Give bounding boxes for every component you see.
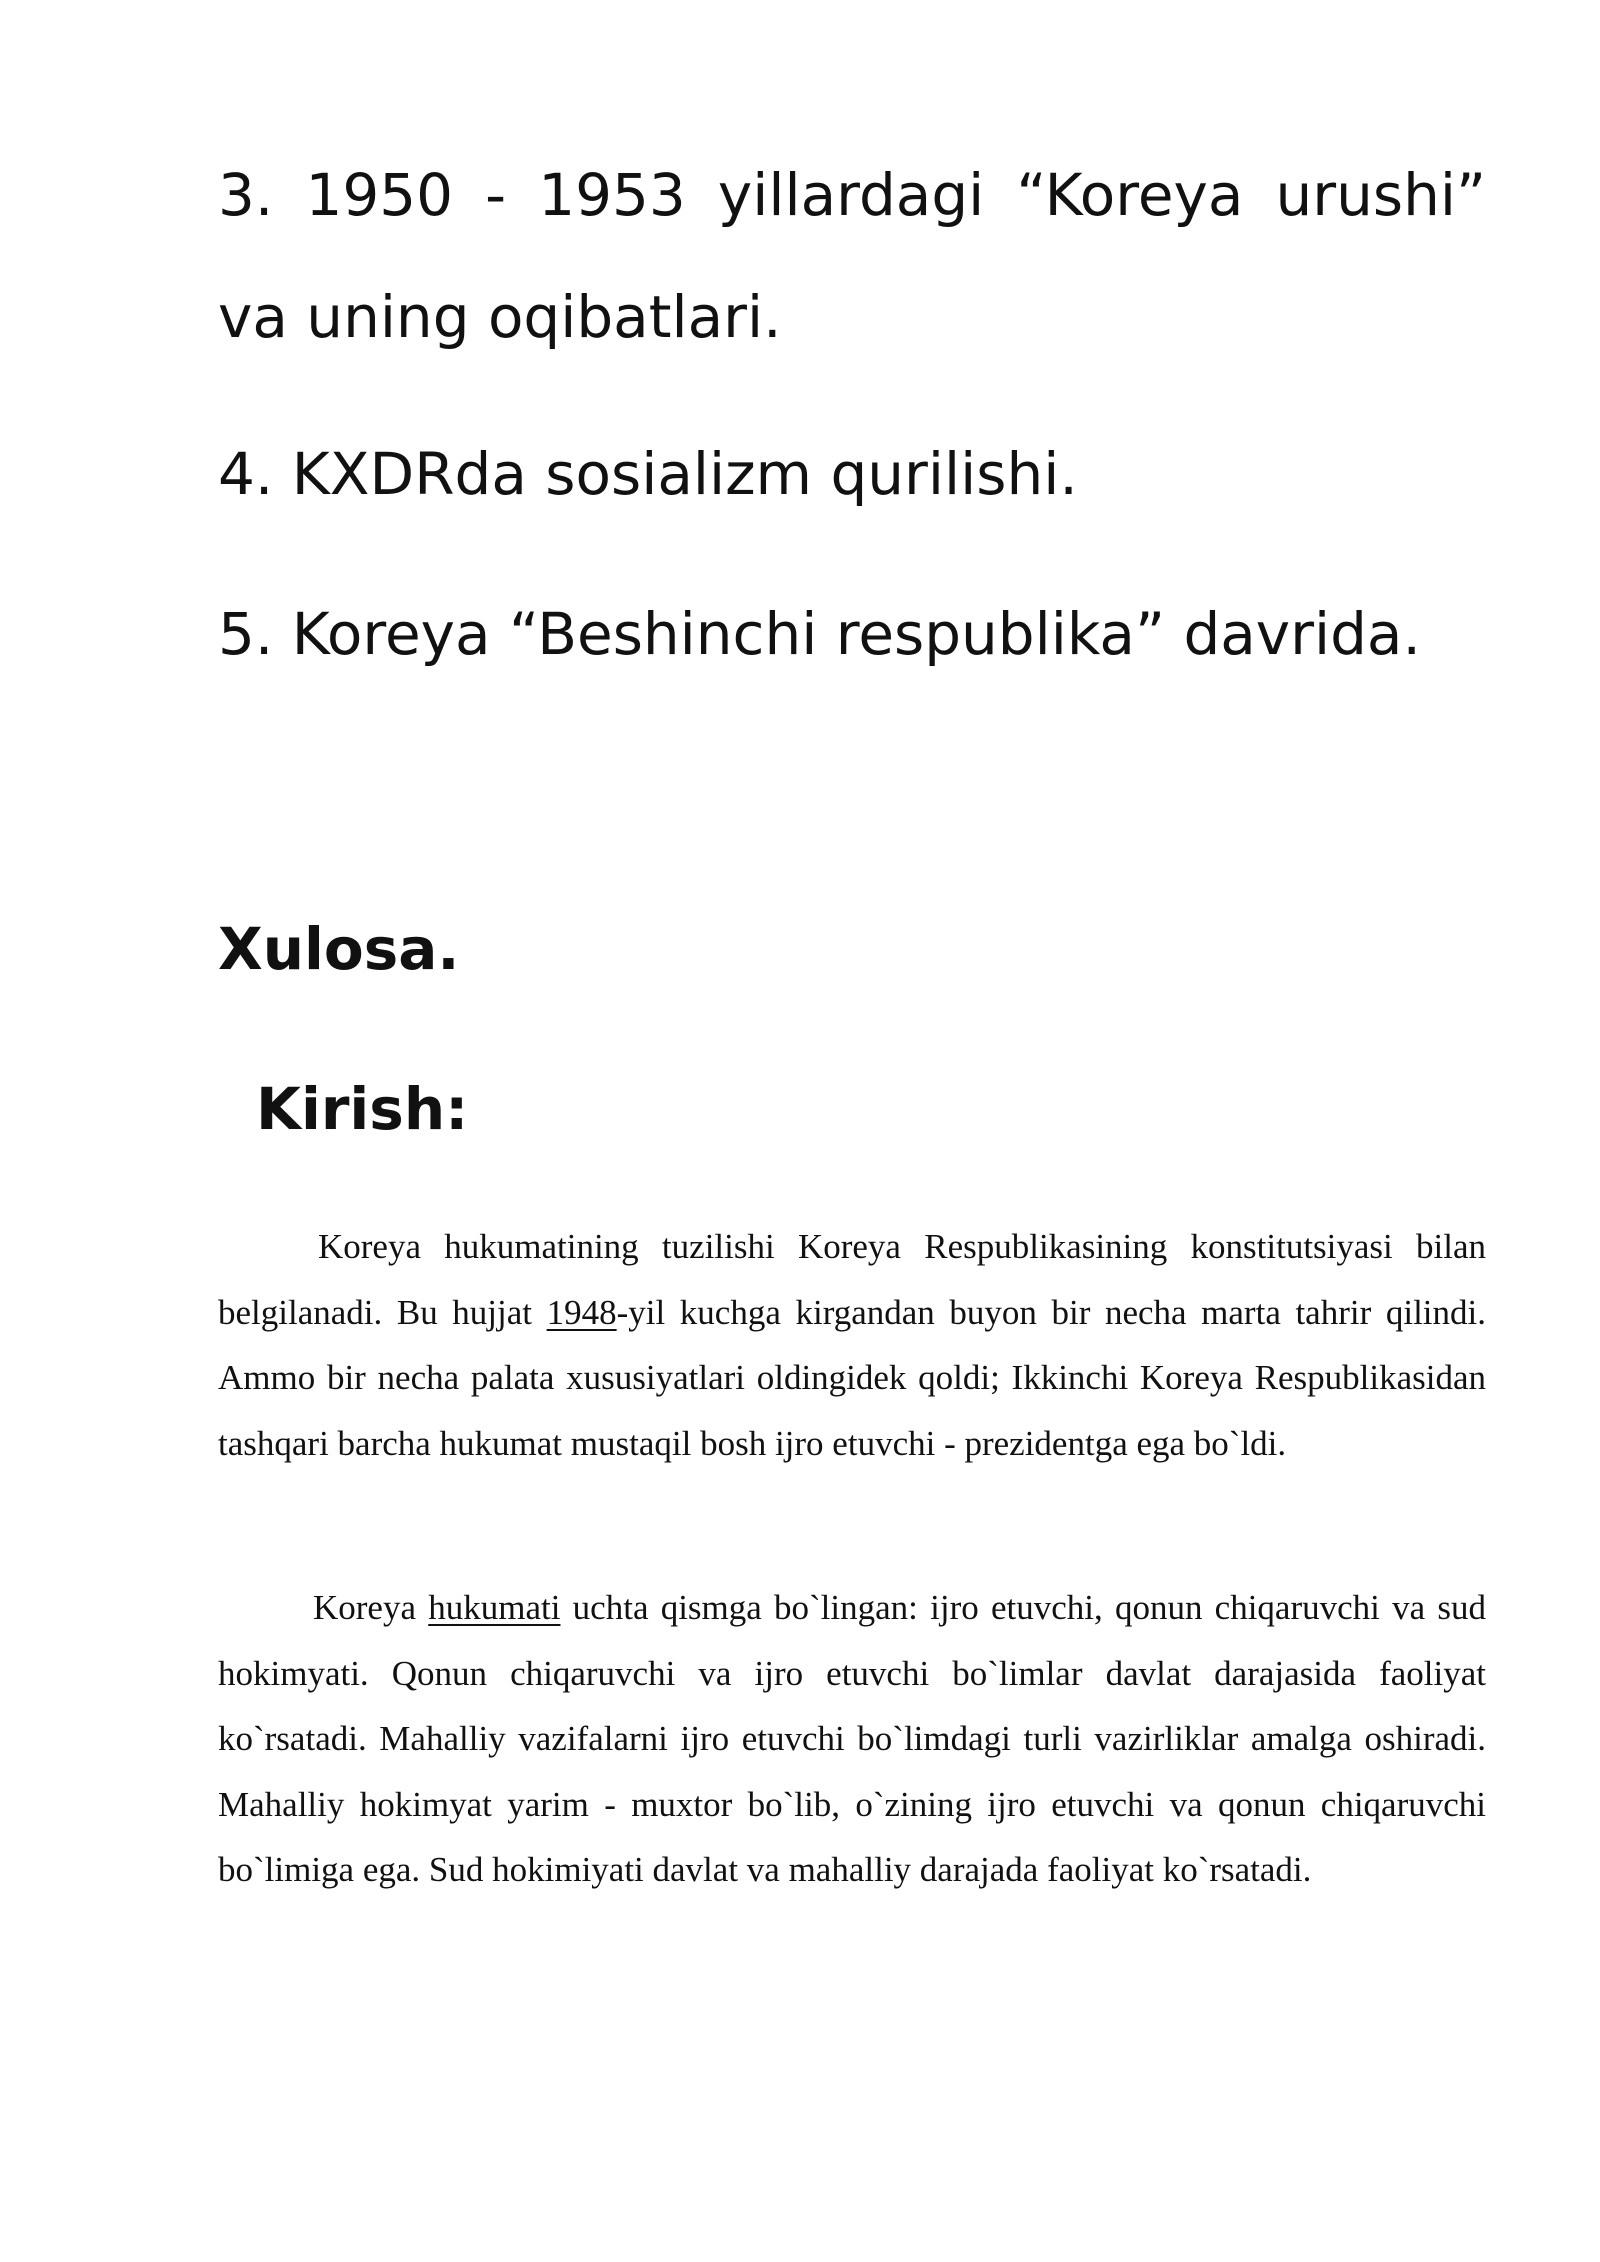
- conclusion-heading: Xulosa.: [218, 915, 460, 983]
- introduction-heading: Kirish:: [256, 1075, 469, 1143]
- paragraph-2-text-start: Koreya: [313, 1588, 429, 1627]
- plan-item-5: 5. Koreya “Beshinchi respublika” davrida.: [218, 600, 1421, 668]
- hukumati-link[interactable]: hukumati: [428, 1588, 561, 1627]
- intro-paragraph-2: [218, 1575, 1486, 1903]
- paragraph-1-text-start: Koreya hukumatining tuzilishi Koreya Respublikasining konstitutsiyasi bilan belgilanadi. Bu hujjat: [218, 1227, 1486, 1332]
- paragraph-2-text-end: uchta qismga bo`lingan: ijro etuvchi, qonun chiqaruvchi va sud hokimyati. Qonun chiqaruvchi va ijro etuvchi bo`limlar davlat darajasida faoliyat ko`rsatadi. Mahalliy vazifalarni ijro etuvchi bo`limdagi turli vazirliklar amalga oshiradi. Mahalliy hokimyat yarim - muxtor bo`lib, o`zining ijro etuvchi va qonun chiqaruvchi bo`limiga ega. Sud hokimiyati davlat va mahalliy darajada faoliyat ko`rsatadi.: [218, 1588, 1486, 1889]
- plan-item-4: 4. KXDRda sosializm qurilishi.: [218, 440, 1078, 508]
- year-1948-link[interactable]: 1948: [546, 1292, 617, 1332]
- paragraph-1-text-end: -yil kuchga kirgandan buyon bir necha marta tahrir qilindi. Ammo bir necha palata xususiyatlari oldingidek qoldi; Ikkinchi Koreya Respublikasidan tashqari barcha hukumat mustaqil bosh ijro etuvchi - prezidentga ega bo`ldi.: [218, 1292, 1486, 1463]
- intro-paragraph-1: [218, 1214, 1486, 1476]
- plan-item-3: 3. 1950 - 1953 yillardagi “Koreya urushi” va uning oqibatlari.: [218, 161, 1486, 351]
